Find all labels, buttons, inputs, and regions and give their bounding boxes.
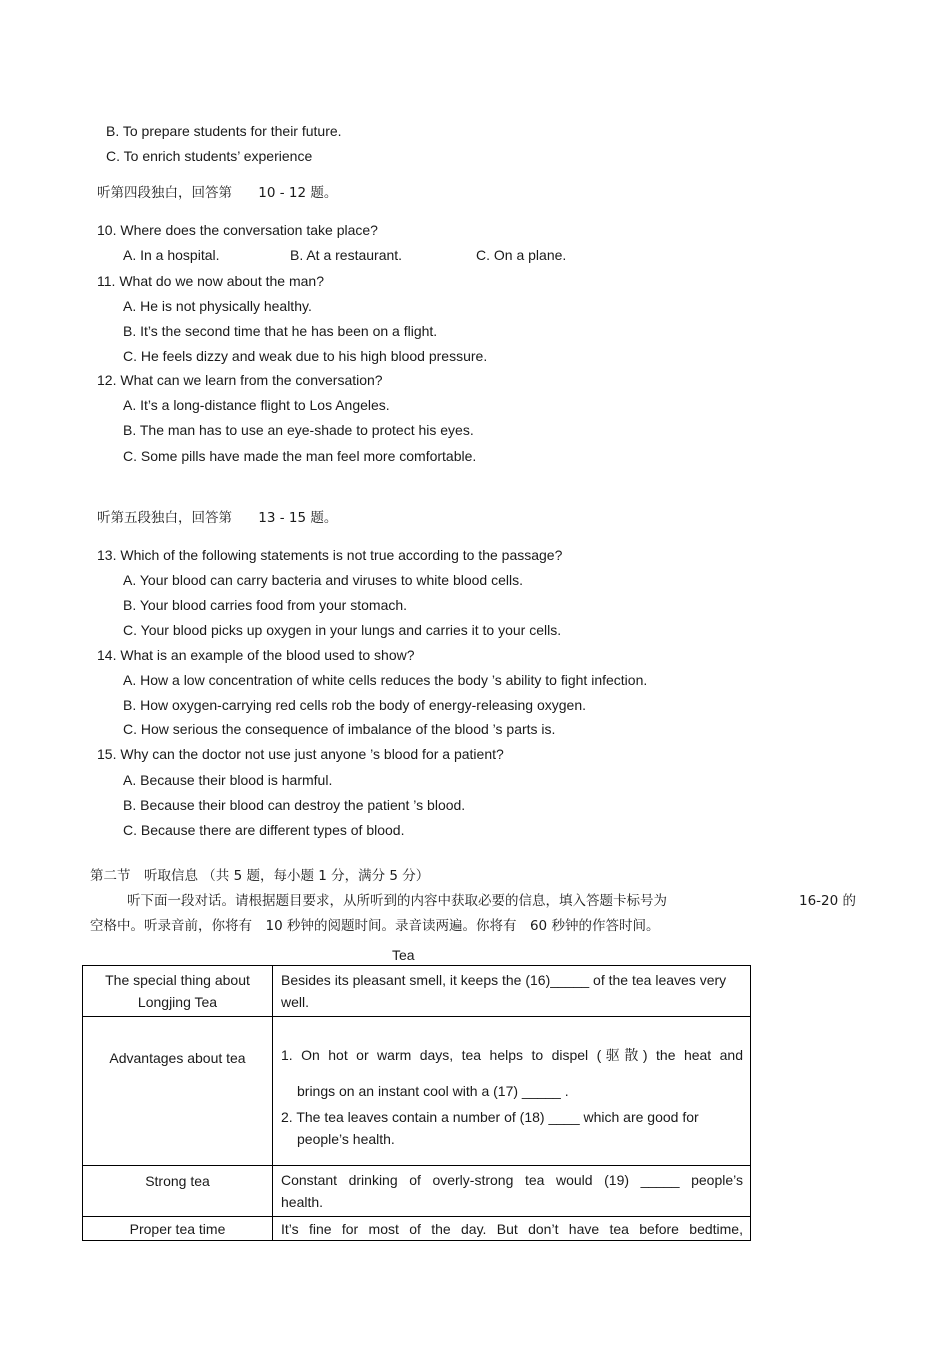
q15-option-c: C. Because there are different types of blood. [123, 822, 405, 838]
q13-option-c: C. Your blood picks up oxygen in your lungs and carries it to your cells. [123, 622, 562, 638]
section4-instruction-text: 听第四段独白，回答第 [97, 185, 232, 201]
q13-option-b: B. Your blood carries food from your stomach. [123, 597, 408, 613]
row2-item1-line1: 1. On hot or warm days, tea helps to dispel (驱散) the heat and [281, 1046, 743, 1063]
q10-option-a: A. In a hospital. [123, 247, 220, 263]
q12-option-b: B. The man has to use an eye-shade to protect his eyes. [123, 422, 474, 438]
q12-option-c: C. Some pills have made the man feel more comfortable. [123, 448, 477, 464]
section4-instruction [97, 184, 337, 202]
q11-option-a: A. He is not physically healthy. [123, 298, 312, 314]
q13-question: 13. Which of the following statements is not true according to the passage? [97, 547, 563, 563]
q14-option-c: C. How serious the consequence of imbalance of the blood ’s parts is. [123, 721, 556, 737]
section5-range: 13 - 15 题。 [258, 510, 338, 526]
part2-heading: 第二节 听取信息 （共 5 题，每小题 1 分，满分 5 分） [90, 868, 430, 884]
section5-instruction [97, 509, 337, 527]
row1-label: The special thing about Longjing Tea [83, 966, 273, 1017]
q12-question: 12. What can we learn from the conversation? [97, 372, 383, 388]
q14-option-b: B. How oxygen-carrying red cells rob the body of energy-releasing oxygen. [123, 697, 587, 713]
q15-option-a: A. Because their blood is harmful. [123, 772, 333, 788]
row3-content [273, 1166, 751, 1217]
q9-option-c: C. To enrich students’ experience [106, 148, 313, 164]
row4-content [273, 1217, 751, 1241]
q14-question: 14. What is an example of the blood used to show? [97, 647, 415, 663]
q11-option-c: C. He feels dizzy and weak due to his high blood pressure. [123, 348, 488, 364]
q15-question: 15. Why can the doctor not use just anyone ’s blood for a patient? [97, 746, 504, 762]
row2-content [273, 1017, 751, 1166]
q11-question: 11. What do we now about the man? [97, 273, 324, 289]
row2-item2-line2: people’s health. [297, 1130, 395, 1147]
row3-label: Strong tea [83, 1166, 273, 1217]
section4-range: 10 - 12 题。 [258, 185, 338, 201]
table-caption: Tea [392, 947, 415, 963]
table-row [83, 1166, 751, 1217]
row4-content-line1: It’s fine for most of the day. But don’t have tea before bedtime, [281, 1221, 743, 1237]
section5-instruction-text: 听第五段独白，回答第 [97, 510, 232, 526]
row3-content-line2: health. [281, 1194, 324, 1210]
q10-question: 10. Where does the conversation take place? [97, 222, 378, 238]
row2-label: Advantages about tea [83, 1017, 273, 1166]
tea-info-table [82, 965, 751, 1241]
q13-option-a: A. Your blood can carry bacteria and viruses to white blood cells. [123, 572, 524, 588]
table-row [83, 1217, 751, 1241]
row2-item2-line1: 2. The tea leaves contain a number of (18) ____ which are good for [281, 1108, 699, 1125]
part2-instruction-line2: 空格中。听录音前，你将有 10 秒钟的阅题时间。录音读两遍。你将有 60 秒钟的作答时间。 [90, 918, 660, 934]
row3-content-line1: Constant drinking of overly-strong tea would (19) _____ people’s [281, 1172, 743, 1188]
q9-option-b: B. To prepare students for their future. [106, 123, 342, 139]
q14-option-a: A. How a low concentration of white cells reduces the body ’s ability to fight infection. [123, 672, 648, 688]
part2-instruction-line1-end: 16-20 的 [799, 893, 857, 909]
q10-option-c: C. On a plane. [476, 247, 567, 263]
q12-option-a: A. It’s a long-distance flight to Los Angeles. [123, 397, 390, 413]
table-row [83, 1017, 751, 1166]
row2-item1-line2: brings on an instant cool with a (17) _____ . [297, 1082, 569, 1099]
part2-instruction-line1: 听下面一段对话。请根据题目要求，从所听到的内容中获取必要的信息，填入答题卡标号为 [127, 893, 667, 909]
row1-content: Besides its pleasant smell, it keeps the (16)_____ of the tea leaves very well. [273, 966, 751, 1017]
table-row [83, 966, 751, 1017]
q15-option-b: B. Because their blood can destroy the patient ’s blood. [123, 797, 466, 813]
q10-option-b: B. At a restaurant. [290, 247, 403, 263]
q11-option-b: B. It’s the second time that he has been on a flight. [123, 323, 438, 339]
row4-label: Proper tea time [83, 1217, 273, 1241]
